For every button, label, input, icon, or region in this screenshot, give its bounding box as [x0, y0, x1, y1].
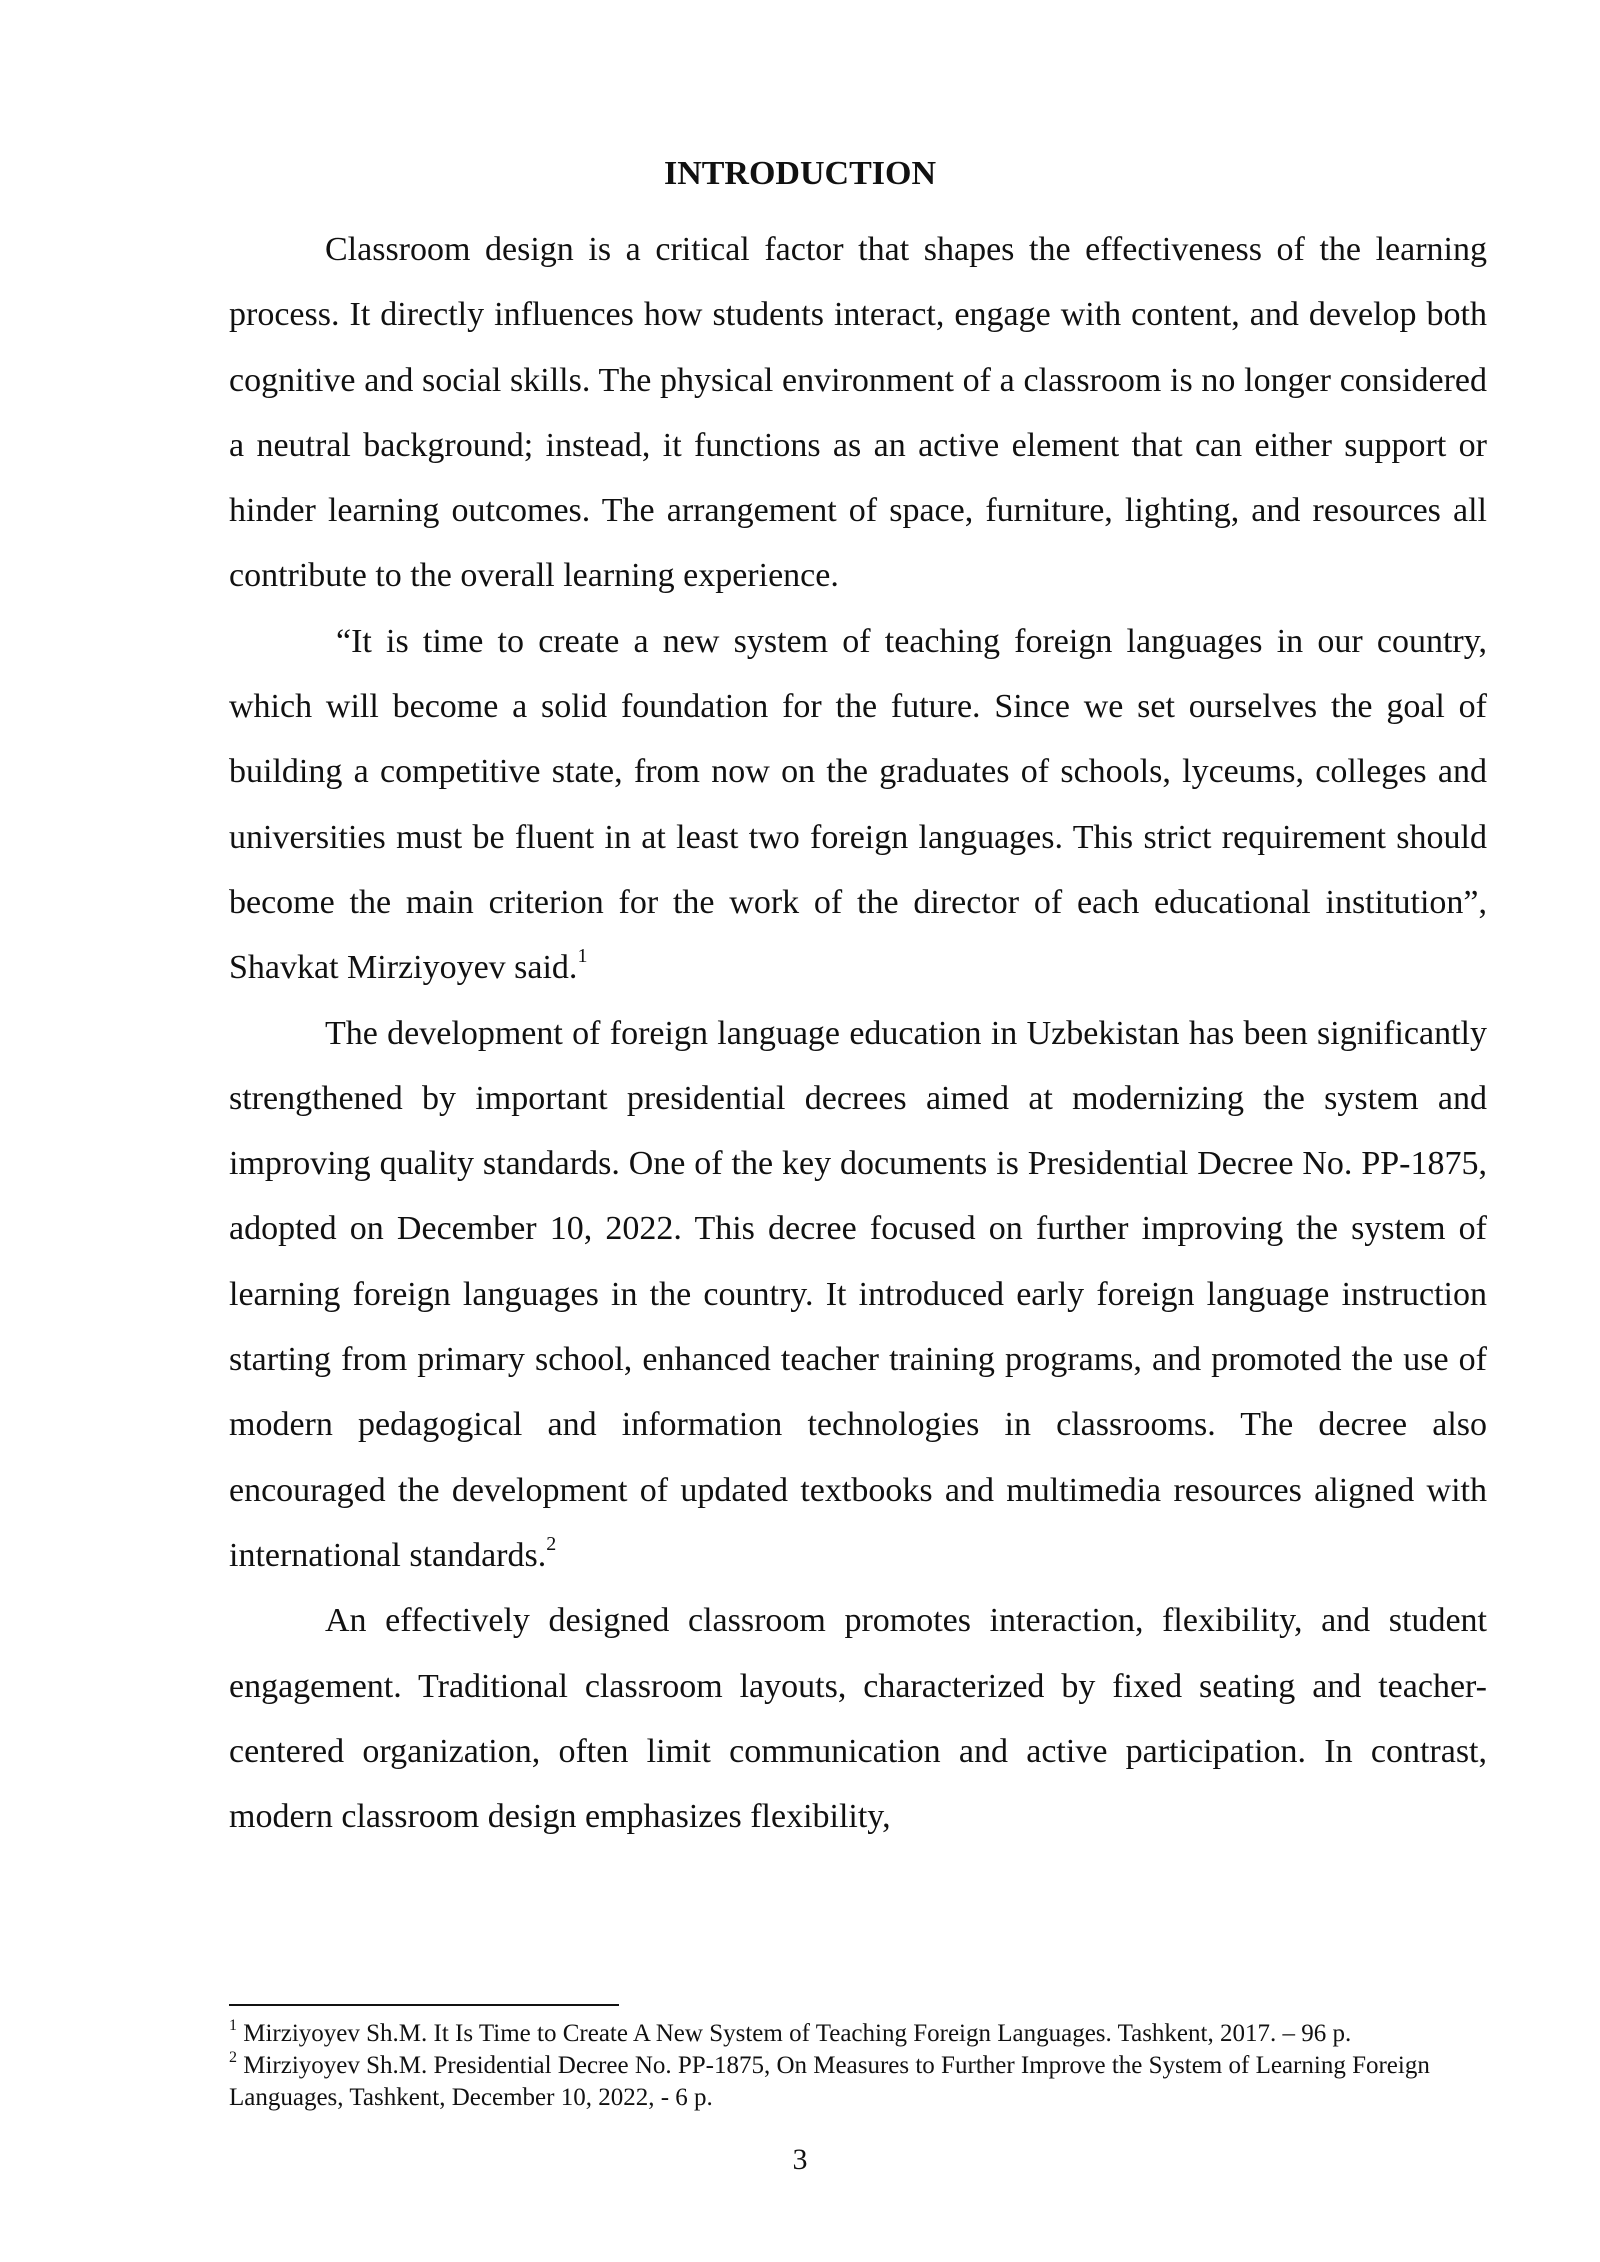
paragraph-text: The development of foreign language education in Uzbekistan has been significantly strengthened by important presidential decrees aimed at modernizing the system and improving quality standards. One of the key documents is Presidential Decree No. PP-1875, adopted on December 10, 2022. This decree focused on further improving the system of learning foreign languages in the country. It introduced early foreign language instruction starting from primary school, enhanced teacher training programs, and promoted the use of modern pedagogical and information technologies in classrooms. The decree also encouraged the development of updated textbooks and multimedia resources aligned with international standards.	[229, 1014, 1487, 1574]
footnotes	[229, 2018, 1487, 2114]
paragraph-design	[229, 1588, 1487, 1849]
footnote-item	[229, 2018, 1487, 2050]
footnote-reference[interactable]: 2	[546, 1532, 557, 1555]
footnote-text: Mirziyoyev Sh.M. It Is Time to Create A New System of Teaching Foreign Languages. Tashkent, 2017. – 96 p.	[243, 2020, 1352, 2047]
paragraph-text: An effectively designed classroom promotes interaction, flexibility, and student engagement. Traditional classroom layouts, characterized by fixed seating and teacher-centered organization, often limit communication and active participation. In contrast, modern classroom design emphasizes flexibility,	[229, 1602, 1487, 1836]
paragraph-text: “It is time to create a new system of teaching foreign languages in our country, which will become a solid foundation for the future. Since we set ourselves the goal of building a competitive state, from now on the graduates of schools, lyceums, colleges and universities must be fluent in at least two foreign languages. This strict requirement should become the main criterion for the work of the director of each educational institution”, Shavkat Mirziyoyev said.	[229, 622, 1487, 987]
footnote-separator	[229, 2004, 619, 2006]
paragraph-intro	[229, 217, 1487, 609]
footnote-number: 2	[229, 2048, 237, 2066]
footnote-item	[229, 2050, 1487, 2114]
page-number: 3	[792, 2143, 808, 2176]
footnote-number: 1	[229, 2016, 237, 2034]
footnote-reference[interactable]: 1	[577, 944, 588, 967]
paragraph-quote	[229, 609, 1487, 1001]
body-text	[229, 217, 1487, 1849]
section-heading: INTRODUCTION	[663, 155, 937, 192]
footnote-text: Mirziyoyev Sh.M. Presidential Decree No. PP-1875, On Measures to Further Improve the System of Learning Foreign Languages, Tashkent, December 10, 2022, - 6 p.	[229, 2052, 1430, 2111]
paragraph-decree	[229, 1001, 1487, 1589]
paragraph-text: Classroom design is a critical factor that shapes the effectiveness of the learning process. It directly influences how students interact, engage with content, and develop both cognitive and social skills. The physical environment of a classroom is no longer considered a neutral background; instead, it functions as an active element that can either support or hinder learning outcomes. The arrangement of space, furniture, lighting, and resources all contribute to the overall learning experience.	[229, 231, 1487, 595]
